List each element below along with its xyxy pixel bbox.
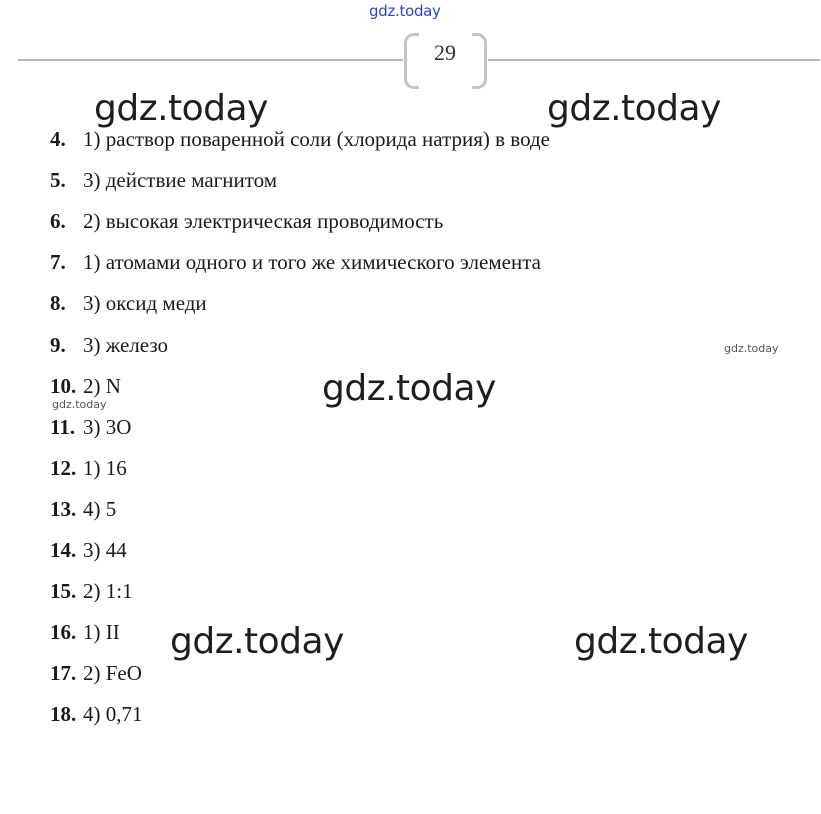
answer-text: 3) 3O (83, 415, 132, 439)
watermark-small: gdz.today (52, 398, 107, 411)
answer-text: 2) 1:1 (83, 579, 133, 603)
answer-row (50, 167, 277, 193)
answer-number: 7. (50, 250, 66, 274)
answer-row (50, 249, 541, 275)
watermark: gdz.today (170, 621, 344, 662)
answer-row (50, 701, 143, 727)
answer-row (50, 619, 120, 645)
answer-row (50, 496, 116, 522)
answer-row (50, 455, 127, 481)
answer-text: 1) раствор поваренной соли (хлорида натрия) в воде (83, 127, 550, 151)
answer-text: 4) 5 (83, 497, 117, 521)
answer-text: 3) действие магнитом (83, 168, 278, 192)
answer-row (50, 332, 168, 358)
answer-number: 9. (50, 333, 66, 357)
answer-row (50, 373, 121, 399)
page-number-bracket-right (472, 33, 487, 89)
answer-row (50, 414, 131, 440)
answer-number: 10. (50, 374, 77, 398)
answer-text: 2) высокая электрическая проводимость (83, 209, 444, 233)
answer-text: 1) II (83, 620, 120, 644)
answer-row (50, 537, 127, 563)
answer-text: 3) 44 (83, 538, 127, 562)
answer-number: 5. (50, 168, 66, 192)
watermark: gdz.today (322, 368, 496, 409)
header-rule-right (488, 59, 820, 61)
answer-number: 18. (50, 702, 77, 726)
answer-number: 14. (50, 538, 77, 562)
answer-row (50, 578, 133, 604)
answer-number: 15. (50, 579, 77, 603)
page-number-bracket-left (404, 33, 419, 89)
answer-row (50, 126, 550, 152)
answer-text: 2) N (83, 374, 121, 398)
answer-number: 13. (50, 497, 77, 521)
answer-number: 6. (50, 209, 66, 233)
answer-text: 4) 0,71 (83, 702, 143, 726)
answer-number: 11. (50, 415, 76, 439)
answer-number: 16. (50, 620, 77, 644)
watermark-small: gdz.today (724, 342, 779, 355)
answer-row (50, 660, 142, 686)
watermark: gdz.today (574, 621, 748, 662)
answer-text: 2) FeO (83, 661, 142, 685)
top-watermark: gdz.today (369, 2, 441, 20)
answer-text: 3) оксид меди (83, 291, 207, 315)
answer-row (50, 208, 443, 234)
watermark: gdz.today (547, 88, 721, 129)
answer-row (50, 290, 207, 316)
answer-number: 4. (50, 127, 66, 151)
answer-text: 1) 16 (83, 456, 127, 480)
answer-text: 3) железо (83, 333, 169, 357)
page-number: 29 (434, 40, 456, 65)
answer-number: 17. (50, 661, 77, 685)
watermark: gdz.today (94, 88, 268, 129)
header-rule-left (18, 59, 403, 61)
answer-text: 1) атомами одного и того же химического элемента (83, 250, 541, 274)
answer-number: 8. (50, 291, 66, 315)
answer-number: 12. (50, 456, 77, 480)
